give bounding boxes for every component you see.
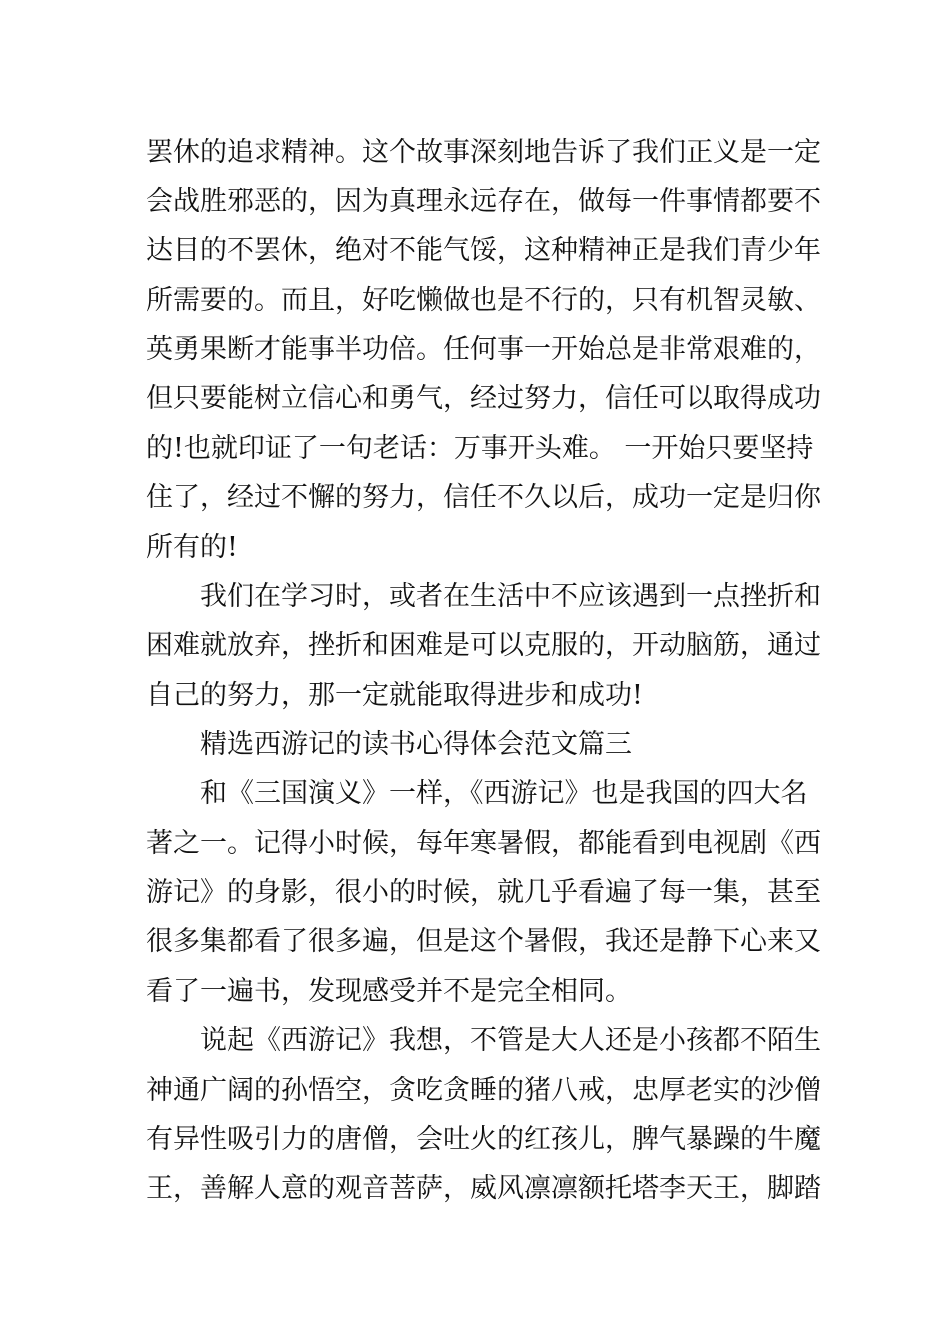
body-line: 自己的努力，那一定就能取得进步和成功! (146, 680, 643, 711)
paragraph-first-line: 和《三国演义》一样，《西游记》也是我国的四大名 (200, 778, 808, 809)
body-line: 看了一遍书，发现感受并不是完全相同。 (146, 976, 632, 1007)
section-heading: 精选西游记的读书心得体会范文篇三 (200, 729, 632, 760)
body-line: 罢休的追求精神。这个故事深刻地告诉了我们正义是一定 (146, 137, 821, 168)
body-line: 所有的! (146, 532, 238, 563)
body-line: 游记》的身影，很小的时候，就几乎看遍了每一集，甚至 (146, 877, 821, 908)
body-line: 困难就放弃，挫折和困难是可以克服的，开动脑筋，通过 (146, 630, 821, 661)
paragraph-first-line: 我们在学习时，或者在生活中不应该遇到一点挫折和 (200, 581, 821, 612)
body-line: 达目的不罢休，绝对不能气馁，这种精神正是我们青少年 (146, 235, 821, 266)
body-line: 神通广阔的孙悟空，贪吃贪睡的猪八戒，忠厚老实的沙僧 (146, 1075, 821, 1106)
body-line: 但只要能树立信心和勇气，经过努力，信任可以取得成功 (146, 383, 821, 414)
body-line: 有异性吸引力的唐僧，会吐火的红孩儿，脾气暴躁的牛魔 (146, 1124, 821, 1155)
body-line: 的!也就印证了一句老话：万事开头难。 一开始只要坚持 (146, 433, 814, 464)
body-line: 著之一。记得小时候，每年寒暑假，都能看到电视剧《西 (146, 828, 821, 859)
body-line: 所需要的。而且，好吃懒做也是不行的，只有机智灵敏、 (146, 285, 821, 316)
body-line: 很多集都看了很多遍，但是这个暑假，我还是静下心来又 (146, 926, 821, 957)
body-line: 住了，经过不懈的努力，信任不久以后，成功一定是归你 (146, 482, 821, 513)
body-line: 会战胜邪恶的，因为真理永远存在，做每一件事情都要不 (146, 186, 821, 217)
paragraph-first-line: 说起《西游记》我想，不管是大人还是小孩都不陌生 (200, 1025, 821, 1056)
body-line: 王，善解人意的观音菩萨，威风凛凛额托塔李天王，脚踏 (146, 1173, 821, 1204)
body-line: 英勇果断才能事半功倍。任何事一开始总是非常艰难的， (146, 334, 821, 365)
